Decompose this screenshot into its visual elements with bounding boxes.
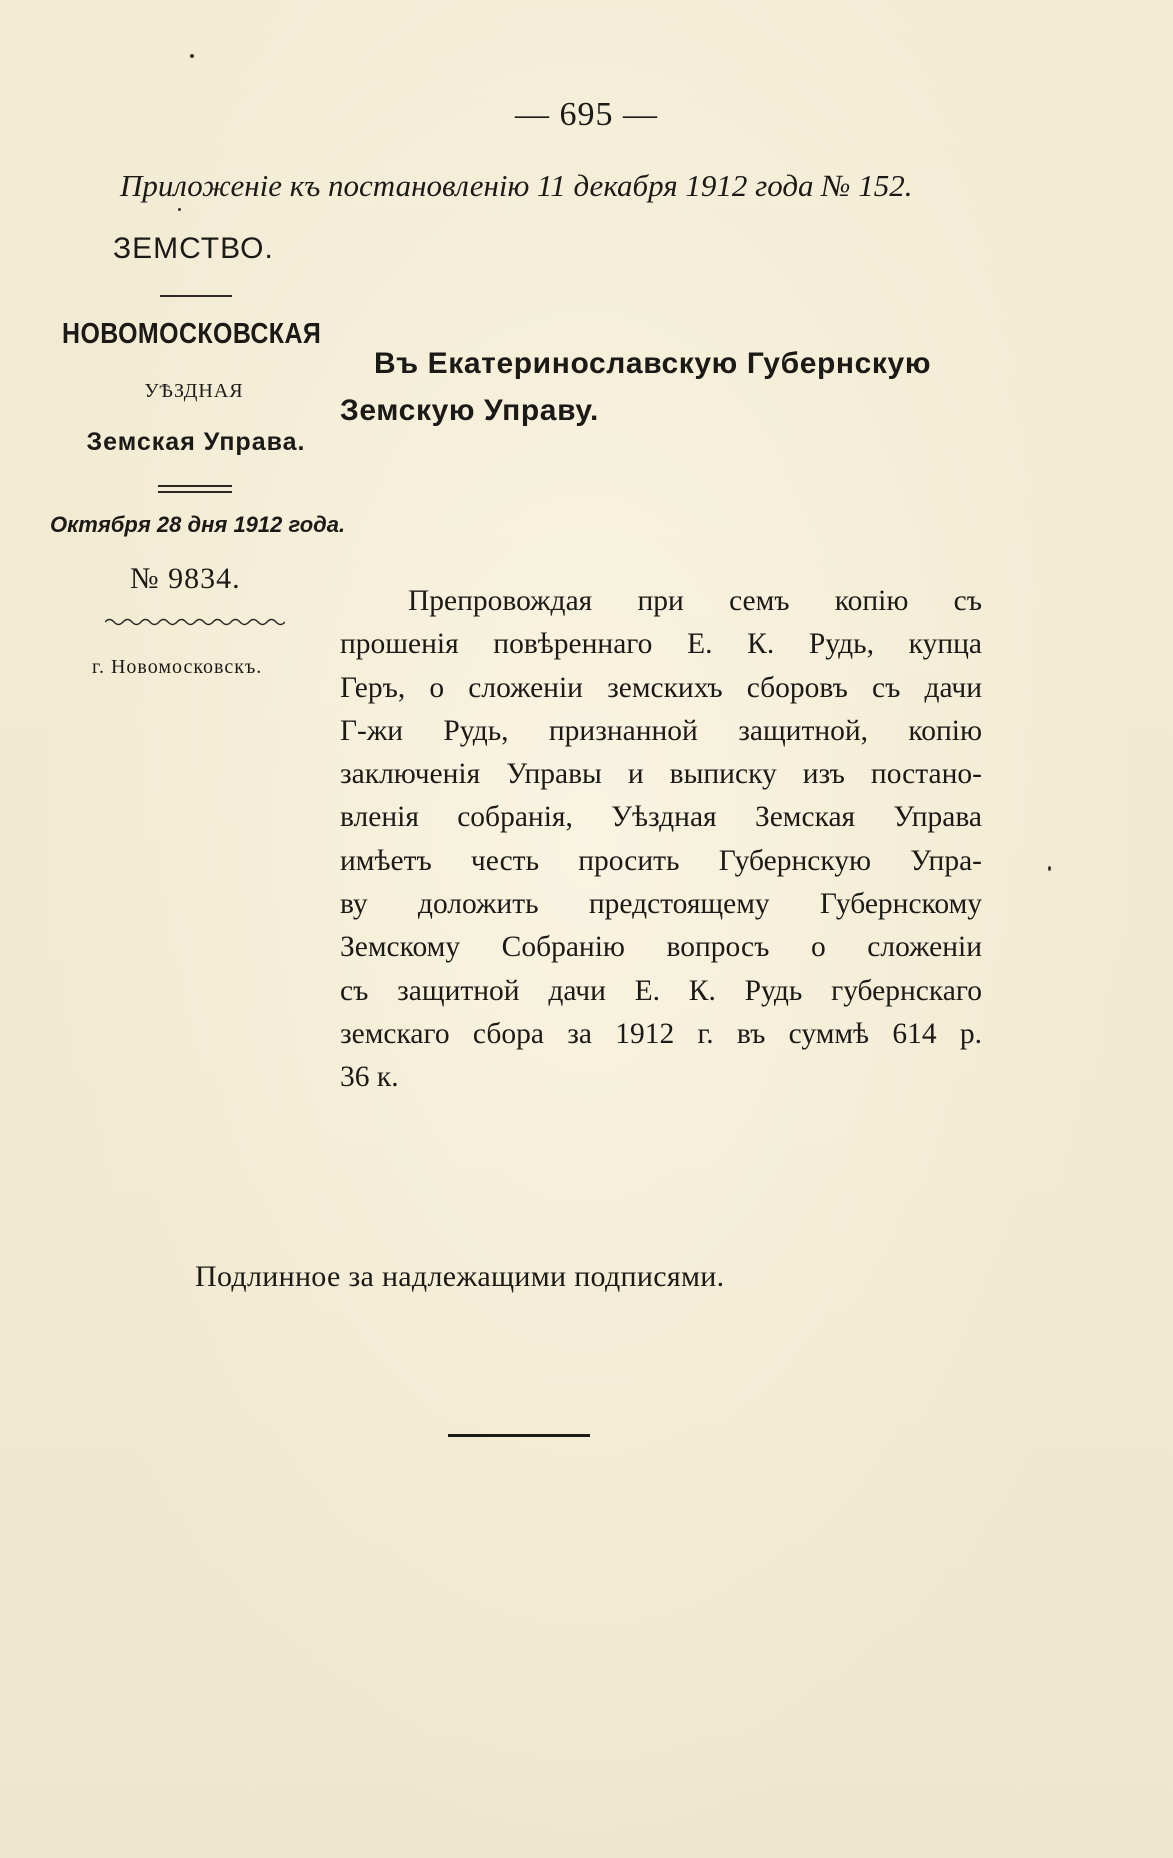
body-line: съ защитной дачи Е. К. Рудь губернскаго xyxy=(340,974,982,1007)
addressee-line-2: Земскую Управу. xyxy=(340,394,599,427)
body-line: Препровождая при семъ копію съ xyxy=(408,585,982,617)
divider-rule xyxy=(160,295,232,297)
end-rule xyxy=(448,1434,590,1437)
appendix-heading: Приложеніе къ постановленію 11 декабря 1912 года № 152. xyxy=(120,168,913,203)
paper-speck xyxy=(190,54,194,58)
page-number: — 695 — xyxy=(515,96,658,133)
body-line: прошенія повѣреннаго Е. К. Рудь, купца xyxy=(340,628,982,661)
addressee-line-1: Въ Екатеринославскую Губернскую xyxy=(374,347,932,380)
wavy-divider xyxy=(105,616,285,628)
sender-org-name: НОВОМОСКОВСКАЯ xyxy=(62,318,322,350)
body-line: ву доложить предстоящему Губернскому xyxy=(340,888,982,921)
double-rule-bottom xyxy=(158,491,232,493)
sender-date: Октября 28 дня 1912 года. xyxy=(50,512,346,537)
body-line: Земскому Собранію вопросъ о сложеніи xyxy=(340,931,982,964)
zemstvo-label: ЗЕМСТВО. xyxy=(113,232,274,265)
body-line: имѣетъ честь просить Губернскую Упра- xyxy=(340,844,982,877)
body-line: заключенія Управы и выписку изъ постано- xyxy=(340,758,982,791)
body-line: 36 к. xyxy=(340,1061,399,1094)
double-rule-top xyxy=(158,485,232,487)
sender-city: г. Новомосковскъ. xyxy=(92,656,263,678)
closing-note: Подлинное за надлежащими подписями. xyxy=(195,1260,725,1293)
body-line: земскаго сбора за 1912 г. въ суммѣ 614 р. xyxy=(340,1017,982,1050)
sender-uprava: Земская Управа. xyxy=(86,428,306,456)
body-line: вленія собранія, Уѣздная Земская Управа xyxy=(340,801,982,834)
body-line: Геръ, о сложеніи земскихъ сборовъ съ дачи xyxy=(340,671,982,704)
sender-uezd: УѢЗДНАЯ xyxy=(144,380,244,402)
paper-speck xyxy=(178,208,181,211)
letter-body xyxy=(340,580,982,1100)
paper-speck xyxy=(1048,866,1051,871)
body-line: Г-жи Рудь, признанной защитной, копію xyxy=(340,714,982,747)
document-number: № 9834. xyxy=(130,562,241,595)
addressee-block xyxy=(340,340,990,434)
